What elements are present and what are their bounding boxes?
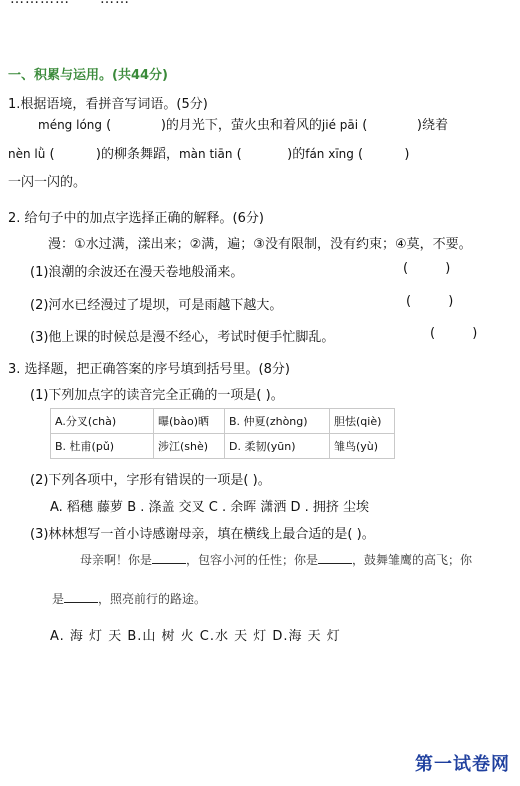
- q3-sub3-options: A. 海 灯 天 B.山 树 火 C.水 天 灯 D.海 天 灯: [50, 629, 341, 644]
- q1-line1: [38, 114, 448, 133]
- answer-bracket[interactable]: ( ): [106, 118, 166, 133]
- text: 的: [292, 147, 306, 162]
- poem-text: ，鼓舞雏鹰的高飞；你: [352, 553, 473, 567]
- option-cell: B. 杜甫(pǔ): [51, 434, 154, 459]
- q1-line2: [8, 143, 409, 162]
- pinyin: nèn lǜ: [8, 147, 46, 161]
- q3-sub3: (3)林林想写一首小诗感谢母亲，填在横线上最合适的是( )。: [30, 527, 375, 542]
- poem-text: ，照亮前行的路途。: [98, 592, 207, 606]
- pinyin: jié pāi: [321, 118, 359, 132]
- option-cell: 胆怯(qiè): [330, 409, 395, 434]
- poem-text: 母亲啊！你是: [80, 553, 153, 567]
- q3-options-table: [50, 408, 395, 459]
- answer-bracket[interactable]: ( ): [358, 147, 410, 162]
- site-watermark: 第一试卷网: [415, 754, 510, 775]
- q2-title: 2. 给句子中的加点字选择正确的解释。(6分): [8, 211, 264, 226]
- q3-title: 3. 选择题，把正确答案的序号填到括号里。(8分): [8, 362, 290, 377]
- q2-answer-3[interactable]: ( ): [430, 326, 478, 341]
- option-cell: B. 仲夏(zhòng): [225, 409, 330, 434]
- option-cell: 涉江(shè): [154, 434, 225, 459]
- poem-line-1: [80, 551, 472, 568]
- answer-bracket[interactable]: ( ): [236, 147, 293, 162]
- poem-text: ，包容小河的任性；你是: [186, 553, 319, 567]
- answer-bracket[interactable]: ( ): [362, 118, 422, 133]
- q3-sub1: (1)下列加点字的读音完全正确的一项是( )。: [30, 388, 284, 403]
- text: 的柳条舞蹈，: [100, 147, 179, 162]
- q2-answer-2[interactable]: ( ): [406, 294, 454, 309]
- option-cell: D. 柔韧(yūn): [225, 434, 330, 459]
- option-cell: 雏鸟(yù): [330, 434, 395, 459]
- option-cell: A.分叉(chà): [51, 409, 154, 434]
- poem-text: 是: [52, 592, 65, 606]
- pinyin: méng lóng: [38, 118, 103, 132]
- q3-sub2-options: A. 稻穗 藤萝 B . 涤盖 交叉 C . 余晖 潇洒 D . 拥挤 尘埃: [50, 500, 370, 515]
- q2-answer-1[interactable]: ( ): [403, 261, 451, 276]
- cut-off-header: [10, 0, 130, 7]
- section-heading: 一、积累与运用。(共44分): [8, 68, 168, 83]
- q3-sub2: (2)下列各项中，字形有错误的一项是( )。: [30, 473, 271, 488]
- text: 绕着: [421, 118, 448, 133]
- q2-sentence-1: (1)浪潮的余波还在漫天卷地般涌来。: [30, 265, 244, 280]
- answer-bracket[interactable]: ( ): [49, 147, 101, 162]
- poem-line-2: [52, 590, 206, 607]
- q2-sentence-2: (2)河水已经漫过了堤坝，可是雨越下越大。: [30, 298, 283, 313]
- poem-blank[interactable]: [64, 590, 98, 603]
- pinyin: fán xīng: [305, 147, 354, 161]
- q2-meaning: 漫：①水过满，漾出来；②满，遍；③没有限制，没有约束；④莫，不要。: [48, 237, 472, 252]
- q2-sentence-3: (3)他上课的时候总是漫不经心，考试时便手忙脚乱。: [30, 330, 335, 345]
- poem-blank[interactable]: [318, 551, 352, 564]
- pinyin: màn tiān: [178, 147, 233, 161]
- q1-title: 1.根据语境，看拼音写词语。(5分): [8, 97, 208, 112]
- q1-line3: 一闪一闪的。: [8, 175, 87, 190]
- text: 的月光下，萤火虫和着风的: [165, 118, 322, 133]
- poem-blank[interactable]: [152, 551, 186, 564]
- option-cell: 曝(bào)晒: [154, 409, 225, 434]
